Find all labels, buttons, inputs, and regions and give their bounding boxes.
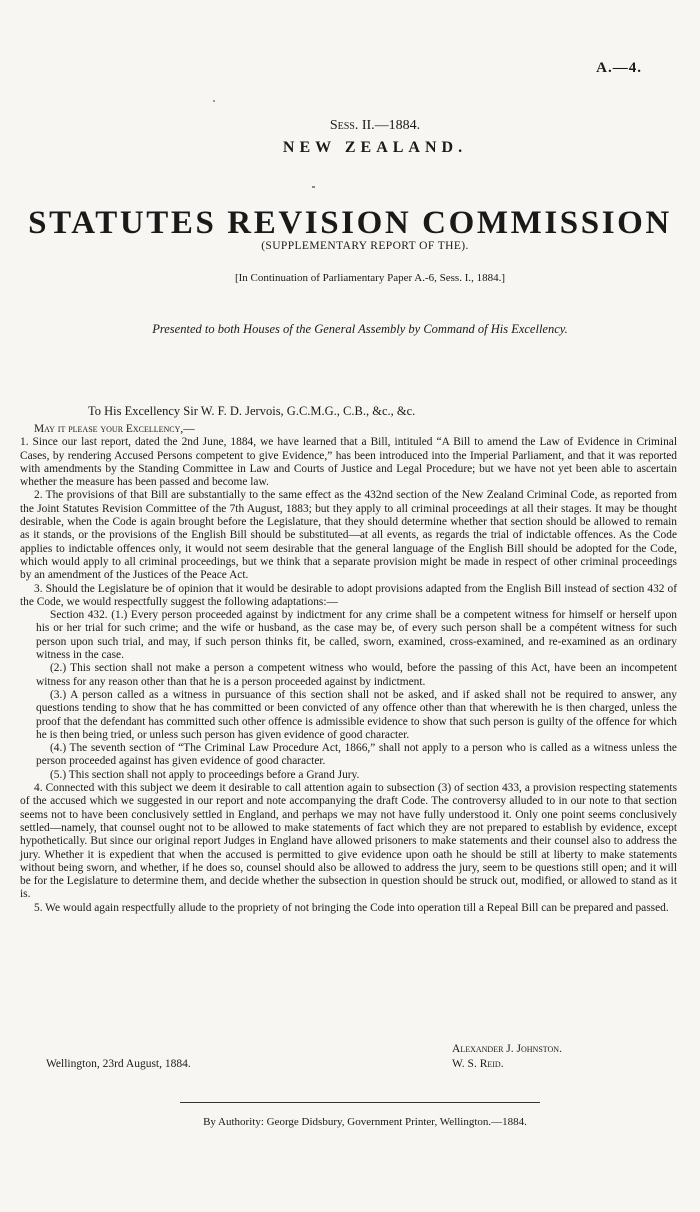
subsection-4: (4.) The seventh section of “The Criminal Law Procedure Act, 1866,” shall not apply to a person who is called as a witness unless the person proceeded against has given evidence of good character. [36,742,677,768]
report-body [20,423,677,915]
print-speck [312,186,315,188]
paragraph-4: 4. Connected with this subject we deem it desirable to call attention again to subsection (3) of section 433, a provision respecting statements of the accused which we suggested in our report and note accompanying the draft Code. The controversy alluded to in our note to that section seems not to have been conclusively settled in England, and perhaps we may not have fully understood it. Only one point seems conclusively settled—namely, that counsel ought not to be allowed to make statements of fact which they are not prepared to establish by evidence, except hypothetically. But since our original report Judges in England have allowed prisoners to make statements and their counsel also to address the jury. Whether it is expedient that when the accused is permitted to give evidence upon oath he should be still at liberty to make statements without being sworn, and whether, if he does so, counsel should also be allowed to address the jury, seem to be questions still open; and it will be for the Legislature to determine them, and decide whether the subsection in question should be struck out, modified, or allowed to stand as it is. [20,782,677,901]
session-heading: Sess. II.—1884. [329,118,421,133]
place-date: Wellington, 23rd August, 1884. [46,1058,191,1070]
subsection-5: (5.) This section shall not apply to proceedings before a Grand Jury. [50,768,360,781]
country-heading: NEW ZEALAND. [282,139,468,156]
paper-reference: A.—4. [596,60,642,76]
addressee-line: To His Excellency Sir W. F. D. Jervois, G.C.M.G., C.B., &c., &c. [88,404,416,418]
printer-imprint: By Authority: George Didsbury, Government Printer, Wellington.—1884. [203,1116,527,1128]
salutation: May it please your Excellency,— [34,423,195,435]
print-speck [213,100,215,102]
document-subtitle: (SUPPLEMENTARY REPORT OF THE). [261,240,469,252]
footer-divider [180,1102,540,1103]
subsection-3: (3.) A person called as a witness in pursuance of this section shall not be asked, and if asked shall not be required to answer, any questions tending to show that he has committed or been convicted of any offence other than that wherewith he is then charged, unless the proof that the defendant has committed such other offence is admissible evidence to show that such person is guilty of the offence for which he is then being tried, or unless such person has given evidence of good character. [36,688,677,741]
continuation-note: [In Continuation of Parliamentary Paper A.-6, Sess. I., 1884.] [234,272,506,284]
subsection-1: Section 432. (1.) Every person proceeded against by indictment for any crime shall be a competent witness for himself or herself upon his or her trial for such crime; and the wife or husband, as the case may be, of every such person shall be a compétent witness for such person upon such trial, and may, if such person thinks fit, be called, sworn, examined, cross-examined, and re-examined as an ordinary witness in the case. [36,609,677,662]
signatory-reid: W. S. Reid. [452,1058,504,1070]
signatory-johnston: Alexander J. Johnston. [452,1043,562,1055]
paragraph-5: 5. We would again respectfully allude to the propriety of not bringing the Code into operation till a Repeal Bill can be prepared and passed. [34,901,669,914]
paragraph-2: 2. The provisions of that Bill are substantially to the same effect as the 432nd section of the New Zealand Criminal Code, as reported from the Joint Statutes Revision Committee of the 7th August, 1883; but they apply to all criminal proceedings at all their stages. It may be thought desirable, when the Code is again brought before the Legislature, that they should determine whether that section should be allowed to remain as it stands, or the provisions of the English Bill should be substituted—at all events, as regards the trial of indictable offences. As the Code applies to indictable offences only, it would not seem desirable that the general language of the English Bill should be adopted for the Code, which would apply to all criminal proceedings, but we think that a separate provision might be made in respect of other criminal proceedings by an amendment of the Justices of the Peace Act. [20,489,677,582]
paragraph-3: 3. Should the Legislature be of opinion that it would be desirable to adopt provisions adapted from the English Bill instead of section 432 of the Code, we would respectfully suggest the following adaptations:— [20,582,677,608]
subsection-2: (2.) This section shall not make a person a competent witness who would, before the passing of this Act, have been an incompetent witness for any reason other than that he is a person proceeded against by indictment. [36,662,677,688]
paragraph-1: 1. Since our last report, dated the 2nd June, 1884, we have learned that a Bill, intituled “A Bill to amend the Law of Evidence in Criminal Cases, by rendering Accused Persons competent to give Evidence,” has been introduced into the Imperial Parliament, and that it was reported with amendments by the Standing Committee in Law and Courts of Justice and Legal Procedure; but we have not yet been able to ascertain whether the measure has been passed and become law. [20,436,677,489]
proposed-section-432 [36,609,677,782]
presentation-line: Presented to both Houses of the General Assembly by Command of His Excellency. [152,322,568,336]
document-title: STATUTES REVISION COMMISSION [28,205,672,241]
